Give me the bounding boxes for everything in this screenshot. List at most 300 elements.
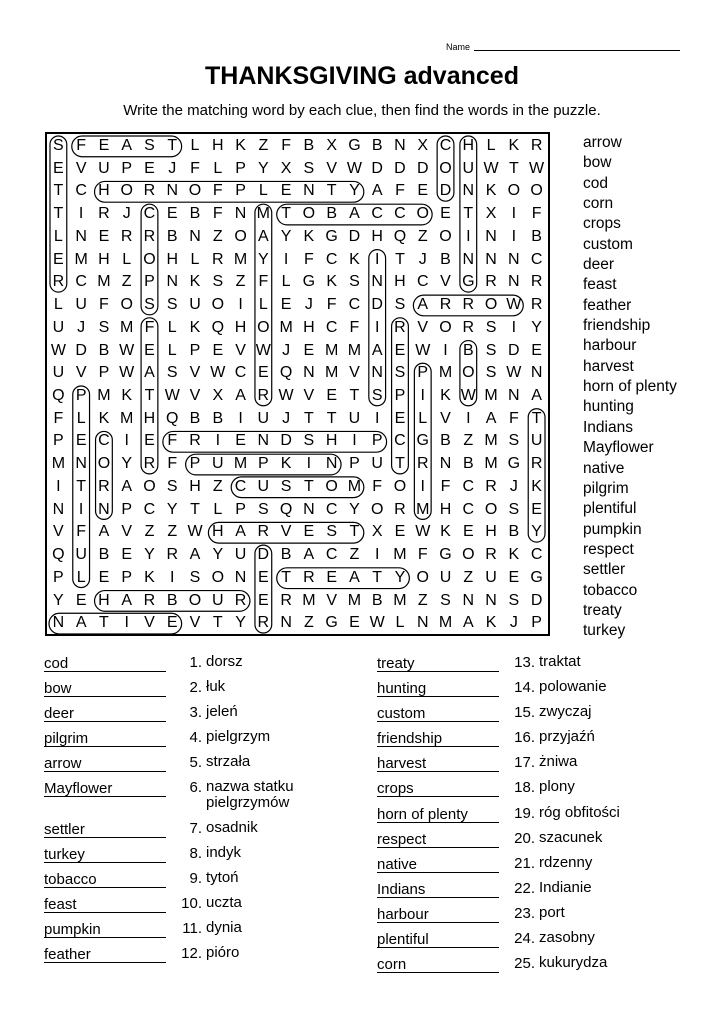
grid-letter: X xyxy=(371,523,383,541)
grid-letter: E xyxy=(166,614,178,632)
grid-letter: C xyxy=(348,296,361,314)
grid-letter: E xyxy=(53,159,64,177)
grid-letter: U xyxy=(212,455,224,473)
grid-letter: E xyxy=(144,341,155,359)
grid-letter: Q xyxy=(52,387,65,404)
grid-letter: D xyxy=(371,159,383,177)
grid-letter: O xyxy=(439,159,452,177)
grid-letter: N xyxy=(166,273,179,291)
grid-letter: D xyxy=(280,432,292,450)
grid-letter: L xyxy=(418,409,428,427)
word-list-item: cod xyxy=(583,174,608,192)
word-list-item: custom xyxy=(583,235,633,253)
grid-letter: U xyxy=(189,296,201,314)
grid-letter: T xyxy=(303,409,314,427)
grid-letter: K xyxy=(303,227,315,245)
grid-letter: N xyxy=(462,591,475,609)
grid-letter: R xyxy=(485,273,497,291)
grid-letter: E xyxy=(417,182,429,200)
clue-text: łuk xyxy=(206,678,226,696)
grid-letter: S xyxy=(485,364,497,382)
grid-letter: A xyxy=(303,546,315,564)
grid-letter: B xyxy=(280,546,292,564)
clue-number: 21. xyxy=(514,854,535,872)
grid-letter: R xyxy=(530,273,543,291)
grid-letter: T xyxy=(326,409,337,427)
grid-letter: T xyxy=(531,409,542,427)
grid-letter: O xyxy=(143,250,156,268)
grid-letter: L xyxy=(76,409,86,427)
grid-letter: T xyxy=(349,523,360,541)
grid-letter: A xyxy=(531,387,542,404)
grid-letter: T xyxy=(395,455,405,473)
grid-letter: V xyxy=(417,318,429,336)
grid-letter: F xyxy=(372,477,383,495)
grid-letter: Q xyxy=(52,546,65,564)
grid-letter: C xyxy=(234,477,247,495)
answer-blank[interactable]: Indians xyxy=(377,882,499,898)
clue-number: 22. xyxy=(514,879,535,897)
word-list-item: hunting xyxy=(583,398,634,416)
grid-letter: T xyxy=(281,205,291,223)
grid-letter: E xyxy=(98,137,110,154)
answer-blank[interactable]: tobacco xyxy=(44,872,166,888)
word-list-item: feather xyxy=(583,296,632,314)
grid-letter: I xyxy=(238,296,243,314)
grid-letter: L xyxy=(190,250,200,268)
grid-letter: H xyxy=(462,137,475,154)
name-blank-line xyxy=(474,50,680,51)
clue-text: osadnik xyxy=(206,818,258,836)
grid-letter: N xyxy=(234,568,247,586)
grid-letter: M xyxy=(233,455,248,473)
clue-number: 16. xyxy=(514,729,535,747)
grid-letter: I xyxy=(283,250,289,268)
grid-letter: B xyxy=(98,341,110,359)
grid-letter: I xyxy=(511,318,517,336)
grid-letter: N xyxy=(325,455,338,473)
grid-letter: C xyxy=(462,477,475,495)
grid-letter: P xyxy=(189,455,201,473)
grid-letter: N xyxy=(52,614,65,632)
grid-letter: I xyxy=(374,546,380,564)
grid-letter: S xyxy=(280,477,292,495)
grid-letter: U xyxy=(530,432,543,450)
grid-letter: N xyxy=(508,387,520,404)
grid-letter: E xyxy=(53,250,64,268)
clue-text: plony xyxy=(539,778,575,796)
grid-letter: O xyxy=(188,182,202,200)
grid-letter: R xyxy=(143,182,156,200)
clue-number: 24. xyxy=(514,930,535,948)
grid-letter: S xyxy=(371,387,383,404)
answer-blank[interactable]: hunting xyxy=(377,681,499,697)
grid-letter: E xyxy=(349,614,360,632)
grid-letter: G xyxy=(325,614,338,632)
clue-number: 23. xyxy=(514,904,535,922)
grid-letter: V xyxy=(189,364,201,382)
word-list-item: harvest xyxy=(583,357,634,375)
answer-blank[interactable]: crops xyxy=(377,781,499,797)
grid-letter: I xyxy=(306,455,312,473)
grid-letter: B xyxy=(212,409,224,427)
clue-number: 4. xyxy=(189,729,202,747)
grid-letter: C xyxy=(530,250,543,268)
grid-letter: F xyxy=(212,205,223,223)
grid-letter: R xyxy=(143,455,156,473)
word-list-item: pilgrim xyxy=(583,479,629,497)
grid-letter: U xyxy=(75,546,87,564)
grid-letter: J xyxy=(418,250,427,268)
grid-letter: D xyxy=(75,341,87,359)
grid-letter: I xyxy=(511,205,517,223)
clue-number: 15. xyxy=(514,704,535,722)
grid-letter: Z xyxy=(212,227,223,245)
clue-text: traktat xyxy=(539,653,581,670)
grid-letter: W xyxy=(483,159,499,177)
grid-letter: S xyxy=(303,432,315,450)
grid-letter: F xyxy=(349,318,360,336)
grid-letter: T xyxy=(395,250,405,268)
grid-letter: V xyxy=(53,523,64,541)
grid-letter: C xyxy=(325,500,338,518)
grid-letter: U xyxy=(52,318,65,336)
grid-letter: T xyxy=(53,205,64,223)
grid-letter: R xyxy=(143,591,156,609)
grid-letter: C xyxy=(143,205,156,223)
grid-letter: F xyxy=(531,205,542,223)
grid-letter: L xyxy=(281,273,291,291)
grid-letter: P xyxy=(121,500,133,518)
grid-letter: W xyxy=(119,364,135,382)
grid-letter: K xyxy=(349,250,360,268)
clue-text: indyk xyxy=(206,844,242,862)
grid-letter: Y xyxy=(144,546,155,564)
grid-letter: M xyxy=(279,318,293,336)
grid-letter: N xyxy=(52,500,65,518)
grid-letter: X xyxy=(417,137,429,154)
grid-letter: L xyxy=(258,182,268,200)
grid-letter: C xyxy=(98,432,110,450)
grid-letter: N xyxy=(462,250,475,268)
answer-blank[interactable]: native xyxy=(377,857,499,873)
answer-blank[interactable]: settler xyxy=(44,822,166,838)
grid-letter: O xyxy=(393,477,407,495)
grid-letter: W xyxy=(278,387,294,404)
grid-letter: T xyxy=(326,182,337,200)
answer-blank[interactable]: turkey xyxy=(44,847,166,863)
grid-letter: O xyxy=(462,364,475,382)
grid-letter: V xyxy=(189,387,201,404)
clue-number: 2. xyxy=(189,679,202,697)
grid-letter: S xyxy=(258,500,269,518)
grid-letter: J xyxy=(304,296,313,314)
grid-letter: N xyxy=(75,455,87,473)
grid-letter: R xyxy=(530,296,543,314)
grid-letter: T xyxy=(53,182,64,200)
grid-letter: N xyxy=(371,364,383,382)
grid-letter: T xyxy=(99,614,109,632)
grid-letter: J xyxy=(282,341,291,359)
grid-letter: V xyxy=(75,159,87,177)
grid-letter: E xyxy=(212,341,224,359)
grid-letter: E xyxy=(258,568,269,586)
answer-blank[interactable]: deer xyxy=(44,706,166,722)
grid-letter: D xyxy=(530,591,543,609)
answer-blank[interactable]: pilgrim xyxy=(44,731,166,747)
grid-letter: A xyxy=(144,364,155,382)
grid-letter: D xyxy=(371,296,383,314)
word-list-item: bow xyxy=(583,154,612,172)
grid-letter: E xyxy=(75,432,87,450)
grid-letter: M xyxy=(438,364,453,382)
grid-letter: F xyxy=(440,477,451,495)
grid-letter: H xyxy=(325,432,338,450)
grid-letter: Z xyxy=(463,432,474,450)
grid-letter: M xyxy=(233,250,248,268)
word-search-grid xyxy=(47,134,548,634)
word-list-item: respect xyxy=(583,540,634,558)
grid-letter: P xyxy=(417,364,429,382)
grid-letter: A xyxy=(121,477,133,495)
grid-letter: Q xyxy=(166,409,179,427)
grid-letter: E xyxy=(75,591,87,609)
grid-letter: U xyxy=(371,455,383,473)
grid-letter: M xyxy=(484,455,498,473)
grid-letter: I xyxy=(78,205,84,223)
answer-blank[interactable]: harbour xyxy=(377,907,499,923)
grid-letter: E xyxy=(303,523,315,541)
grid-letter: V xyxy=(144,614,155,632)
grid-letter: P xyxy=(98,364,110,382)
grid-letter: N xyxy=(75,227,87,245)
grid-letter: K xyxy=(485,614,497,632)
grid-letter: O xyxy=(211,568,225,586)
grid-letter: E xyxy=(235,432,246,450)
grid-letter: F xyxy=(99,296,109,314)
grid-letter: U xyxy=(98,159,110,177)
grid-letter: Q xyxy=(279,364,293,382)
grid-letter: W xyxy=(506,364,522,382)
answer-blank[interactable]: friendship xyxy=(377,731,499,747)
grid-letter: T xyxy=(190,500,200,518)
grid-letter: H xyxy=(98,182,110,200)
grid-letter: B xyxy=(508,523,520,541)
grid-letter: Z xyxy=(121,273,132,291)
grid-letter: P xyxy=(121,568,133,586)
answer-blank[interactable]: Mayflower xyxy=(44,781,166,797)
grid-letter: L xyxy=(213,500,223,518)
grid-letter: L xyxy=(395,614,405,632)
answer-blank[interactable]: corn xyxy=(377,957,499,973)
grid-letter: V xyxy=(280,523,292,541)
clue-number: 10. xyxy=(181,895,202,913)
answer-blank[interactable]: respect xyxy=(377,832,499,848)
grid-letter: W xyxy=(50,341,66,359)
clue-number: 5. xyxy=(189,754,202,772)
answer-blank[interactable]: arrow xyxy=(44,756,166,772)
answer-blank[interactable]: cod xyxy=(44,656,166,672)
clue-text: kukurydza xyxy=(539,954,608,972)
grid-letter: N xyxy=(508,273,520,291)
grid-letter: R xyxy=(98,477,110,495)
grid-letter: K xyxy=(485,182,497,200)
grid-letter: Y xyxy=(531,318,542,336)
grid-letter: C xyxy=(530,546,543,564)
clue-text: dorsz xyxy=(206,653,243,670)
grid-letter: Y xyxy=(280,227,292,245)
grid-letter: C xyxy=(439,137,452,154)
grid-letter: K xyxy=(508,137,520,154)
grid-letter: I xyxy=(420,477,425,495)
grid-letter: H xyxy=(212,523,224,541)
grid-letter: H xyxy=(212,137,224,154)
answer-blank[interactable]: custom xyxy=(377,706,499,722)
grid-letter: N xyxy=(416,614,429,632)
grid-letter: U xyxy=(75,296,87,314)
clue-text: tytoń xyxy=(206,869,239,887)
grid-letter: E xyxy=(280,296,292,314)
grid-letter: M xyxy=(347,591,362,609)
grid-letter: K xyxy=(508,546,520,564)
grid-letter: K xyxy=(280,455,292,473)
grid-letter: O xyxy=(484,500,498,518)
grid-letter: Z xyxy=(258,137,269,154)
grid-letter: R xyxy=(530,455,543,473)
grid-letter: J xyxy=(168,159,177,177)
grid-letter: T xyxy=(281,568,291,586)
answer-blank[interactable]: feather xyxy=(44,947,166,963)
word-list-item: harbour xyxy=(583,337,637,355)
grid-letter: I xyxy=(420,387,425,404)
grid-letter: G xyxy=(325,227,338,245)
grid-letter: S xyxy=(485,318,497,336)
grid-letter: M xyxy=(256,205,270,223)
grid-letter: E xyxy=(326,568,337,586)
grid-letter: M xyxy=(74,250,88,268)
grid-letter: H xyxy=(98,250,110,268)
grid-letter: E xyxy=(326,387,337,404)
answer-blank[interactable]: pumpkin xyxy=(44,922,166,938)
grid-letter: F xyxy=(508,409,519,427)
grid-letter: C xyxy=(416,273,429,291)
grid-letter: O xyxy=(484,296,498,314)
grid-letter: J xyxy=(282,409,291,427)
grid-letter: M xyxy=(438,614,453,632)
grid-letter: S xyxy=(166,364,178,382)
grid-letter: E xyxy=(508,568,520,586)
word-list-item: treaty xyxy=(583,601,622,619)
grid-letter: P xyxy=(53,568,64,586)
grid-letter: M xyxy=(120,409,134,427)
clue-number: 3. xyxy=(189,704,202,722)
clue-text: Indianie xyxy=(539,878,592,896)
grid-letter: E xyxy=(98,568,110,586)
grid-letter: N xyxy=(303,182,315,200)
grid-letter: C xyxy=(394,205,406,223)
grid-letter: F xyxy=(326,296,337,314)
grid-letter: N xyxy=(439,455,452,473)
grid-letter: T xyxy=(463,205,474,223)
grid-letter: S xyxy=(508,500,520,518)
answer-blank[interactable]: plentiful xyxy=(377,932,499,948)
grid-letter: E xyxy=(303,341,315,359)
grid-letter: B xyxy=(303,137,315,154)
grid-letter: S xyxy=(394,296,406,314)
grid-letter: T xyxy=(144,387,155,404)
grid-letter: I xyxy=(374,409,380,427)
grid-letter: H xyxy=(143,409,156,427)
grid-letter: P xyxy=(144,273,155,291)
answer-blank[interactable]: horn of plenty xyxy=(377,807,499,823)
grid-letter: V xyxy=(189,614,201,632)
grid-letter: Q xyxy=(393,227,407,245)
grid-letter: A xyxy=(371,341,383,359)
grid-letter: M xyxy=(97,273,111,291)
grid-letter: L xyxy=(258,296,268,314)
answer-blank[interactable]: treaty xyxy=(377,656,499,672)
word-list-item: turkey xyxy=(583,622,626,640)
clue-text: rdzenny xyxy=(539,853,593,871)
grid-letter: N xyxy=(189,227,201,245)
grid-letter: E xyxy=(462,523,474,541)
grid-letter: A xyxy=(485,409,497,427)
grid-letter: W xyxy=(164,387,180,404)
grid-letter: E xyxy=(394,409,406,427)
grid-letter: B xyxy=(462,341,474,359)
grid-letter: M xyxy=(393,546,407,564)
grid-letter: Z xyxy=(212,477,223,495)
grid-letter: N xyxy=(303,500,315,518)
grid-letter: L xyxy=(190,137,200,154)
grid-letter: S xyxy=(508,432,520,450)
grid-letter: A xyxy=(121,591,133,609)
grid-letter: F xyxy=(76,523,87,541)
answer-blank[interactable]: feast xyxy=(44,897,166,913)
grid-letter: E xyxy=(531,341,542,359)
grid-letter: O xyxy=(462,546,475,564)
grid-letter: P xyxy=(371,432,383,450)
grid-letter: R xyxy=(166,546,179,564)
answer-blank[interactable]: bow xyxy=(44,681,166,697)
grid-letter: A xyxy=(258,227,269,245)
grid-letter: R xyxy=(416,455,429,473)
grid-letter: V xyxy=(326,159,337,177)
grid-letter: Y xyxy=(166,500,178,518)
answer-blank[interactable]: harvest xyxy=(377,756,499,772)
grid-letter: F xyxy=(167,455,178,473)
grid-letter: Z xyxy=(417,227,428,245)
grid-letter: P xyxy=(75,387,87,404)
grid-letter: N xyxy=(462,182,475,200)
grid-letter: I xyxy=(124,614,129,632)
grid-letter: B xyxy=(440,250,451,268)
grid-letter: V xyxy=(121,523,133,541)
page-title: THANKSGIVING advanced xyxy=(205,62,519,90)
grid-letter: N xyxy=(485,591,497,609)
grid-letter: X xyxy=(326,137,337,154)
name-label: Name xyxy=(446,42,471,52)
grid-letter: Y xyxy=(349,500,360,518)
grid-letter: S xyxy=(440,591,451,609)
grid-letter: Z xyxy=(417,591,428,609)
grid-letter: O xyxy=(120,182,133,200)
grid-letter: P xyxy=(235,182,246,200)
grid-letter: X xyxy=(212,387,224,404)
grid-letter: U xyxy=(485,568,497,586)
grid-letter: H xyxy=(303,318,315,336)
grid-letter: P xyxy=(394,387,406,404)
